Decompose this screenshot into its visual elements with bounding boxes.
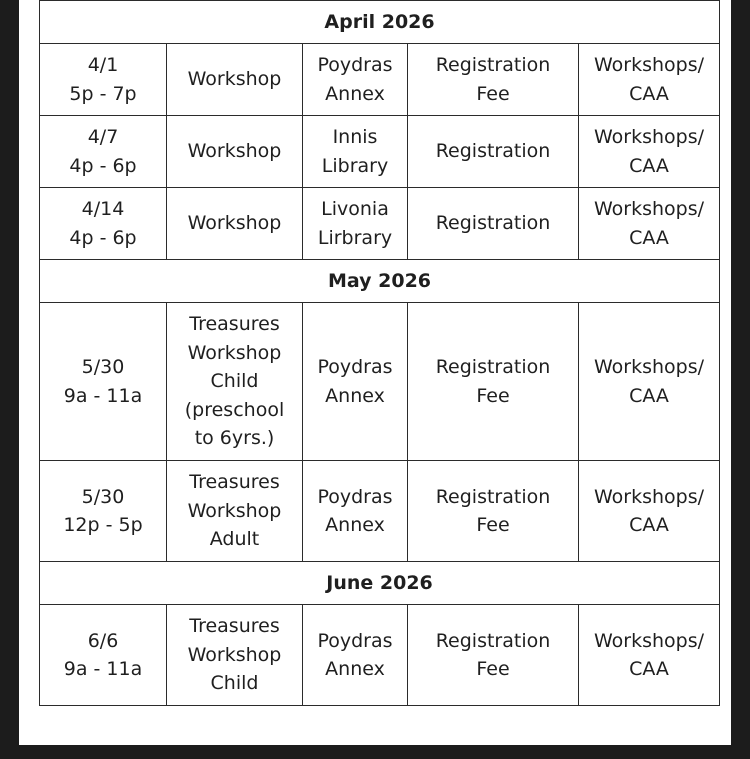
date-cell (40, 605, 167, 706)
event-text-line: Child (210, 672, 259, 695)
program-text-line: Workshops/ (593, 356, 705, 378)
date-text-line: 4/7 (87, 126, 119, 148)
cost-cell (408, 461, 579, 562)
cost-text-line: Fee (476, 82, 510, 105)
date-cell (40, 303, 167, 461)
cost-text-line: Fee (476, 658, 510, 680)
month-heading: May 2026 (40, 260, 720, 303)
month-heading: June 2026 (40, 562, 720, 605)
location-text-line: Annex (325, 384, 385, 407)
event-cell (167, 461, 303, 562)
date-text-line: 6/6 (87, 629, 119, 652)
month-heading: April 2026 (40, 1, 720, 44)
date-text-line: 4/14 (81, 198, 125, 220)
cost-text-line: Registration (435, 629, 551, 652)
cost-cell (408, 605, 579, 706)
program-text-line: Workshops/ (593, 485, 705, 508)
cost-text-line: Fee (476, 384, 510, 407)
event-schedule-table (39, 0, 720, 706)
location-cell (303, 461, 408, 562)
month-header-row (40, 562, 720, 605)
date-text-line: 9a - 11a (63, 384, 143, 407)
program-text-line: CAA (629, 658, 669, 680)
event-text-line: Treasures (189, 313, 280, 336)
program-text-line: Workshops/ (593, 198, 705, 220)
table-row (40, 116, 720, 188)
program-cell (579, 188, 720, 260)
event-text-line: Workshop (187, 212, 282, 235)
date-text-line: 9a - 11a (63, 658, 143, 680)
program-text-line: CAA (629, 384, 669, 407)
location-text-line: Annex (325, 658, 385, 680)
location-text-line: Annex (325, 82, 385, 105)
location-text-line: Poydras (317, 485, 393, 508)
schedule-body (40, 1, 720, 706)
table-row (40, 461, 720, 562)
table-row (40, 303, 720, 461)
program-text-line: Workshops/ (593, 54, 705, 76)
event-text-line: Treasures (189, 471, 280, 494)
program-text-line: Workshops/ (593, 629, 705, 652)
event-text-line: Workshop (187, 140, 282, 163)
program-cell (579, 303, 720, 461)
event-text-line: Workshop (187, 643, 282, 666)
date-cell (40, 461, 167, 562)
date-text-line: 5/30 (81, 485, 125, 508)
location-text-line: Poydras (317, 356, 393, 378)
table-row (40, 44, 720, 116)
cost-text-line: Registration (435, 54, 551, 76)
location-cell (303, 116, 408, 188)
date-cell (40, 116, 167, 188)
location-cell (303, 188, 408, 260)
month-header-row (40, 1, 720, 44)
program-cell (579, 605, 720, 706)
event-cell (167, 116, 303, 188)
program-cell (579, 44, 720, 116)
location-text-line: Library (321, 154, 389, 177)
cost-cell (408, 303, 579, 461)
program-text-line: Workshops/ (593, 126, 705, 148)
date-cell (40, 44, 167, 116)
cost-cell (408, 44, 579, 116)
date-text-line: 5/30 (81, 356, 125, 378)
program-text-line: CAA (629, 226, 669, 249)
program-cell (579, 116, 720, 188)
event-text-line: Treasures (189, 615, 280, 638)
event-text-line: Adult (209, 528, 260, 551)
date-text-line: 4p - 6p (69, 226, 137, 249)
event-text-line: Child (210, 370, 259, 393)
event-text-line: Workshop (187, 68, 282, 91)
location-text-line: Annex (325, 514, 385, 536)
cost-cell (408, 188, 579, 260)
cost-text-line: Registration (435, 485, 551, 508)
date-text-line: 4p - 6p (69, 154, 137, 177)
event-cell (167, 303, 303, 461)
location-text-line: Poydras (317, 54, 393, 76)
location-text-line: Innis (332, 126, 378, 148)
table-row (40, 605, 720, 706)
date-text-line: 12p - 5p (63, 514, 143, 536)
location-cell (303, 303, 408, 461)
event-cell (167, 605, 303, 706)
event-cell (167, 44, 303, 116)
date-cell (40, 188, 167, 260)
cost-text-line: Fee (476, 514, 510, 536)
program-text-line: CAA (629, 154, 669, 177)
location-text-line: Poydras (317, 629, 393, 652)
cost-text-line: Registration (435, 140, 551, 163)
location-text-line: Livonia (321, 198, 389, 220)
event-text-line: (preschool (184, 398, 285, 421)
location-cell (303, 605, 408, 706)
program-text-line: CAA (629, 514, 669, 536)
cost-text-line: Registration (435, 356, 551, 378)
location-text-line: Lirbrary (317, 226, 393, 249)
cost-cell (408, 116, 579, 188)
event-text-line: Workshop (187, 499, 282, 522)
cost-text-line: Registration (435, 212, 551, 235)
program-cell (579, 461, 720, 562)
date-text-line: 4/1 (87, 54, 119, 76)
date-text-line: 5p - 7p (69, 82, 137, 105)
location-cell (303, 44, 408, 116)
event-cell (167, 188, 303, 260)
month-header-row (40, 260, 720, 303)
program-text-line: CAA (629, 82, 669, 105)
document-page (19, 0, 731, 745)
event-text-line: to 6yrs.) (194, 427, 275, 450)
table-row (40, 188, 720, 260)
event-text-line: Workshop (187, 341, 282, 364)
